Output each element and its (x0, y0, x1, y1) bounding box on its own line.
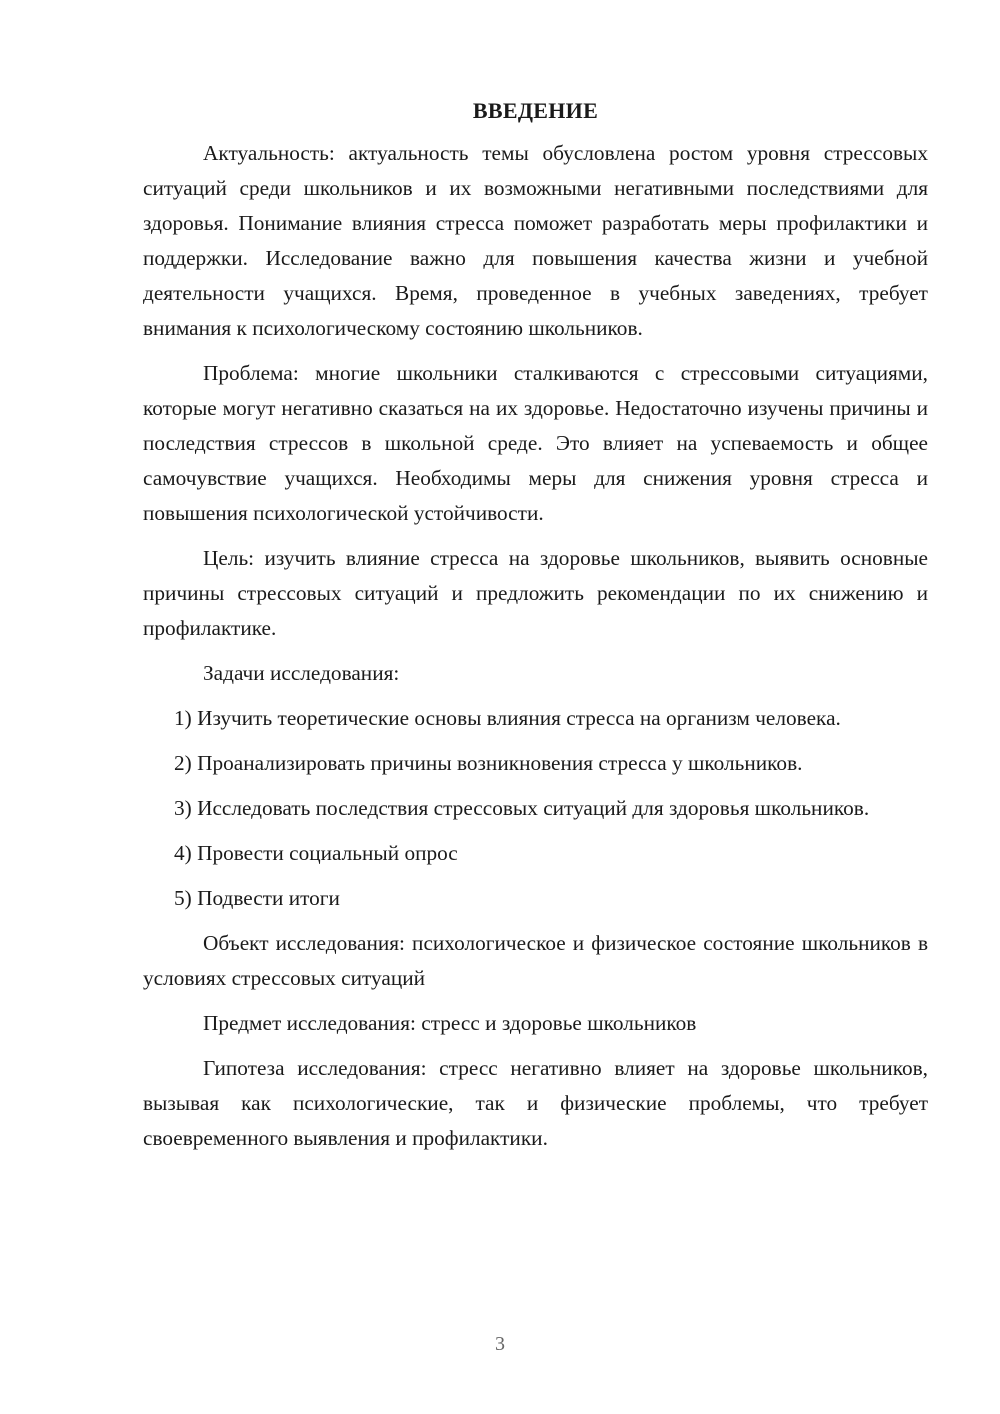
task-item-1: 1) Изучить теоретические основы влияния стресса на организм человека. (174, 706, 841, 730)
task-item-2: 2) Проанализировать причины возникновения стресса у школьников. (174, 751, 803, 775)
task-item-5: 5) Подвести итоги (174, 886, 340, 910)
task-item-3: 3) Исследовать последствия стрессовых ситуаций для здоровья школьников. (174, 796, 870, 820)
page-number: 3 (495, 1333, 505, 1355)
paragraph-relevance: Актуальность: актуальность темы обусловлена ростом уровня стрессовых ситуаций среди школьников и их возможными негативными последствиями для здоровья. Понимание влияния стресса поможет разработать меры профилактики и поддержки. Исследование важно для повышения качества жизни и учебной деятельности учащихся. Время, проведенное в учебных заведениях, требует внимания к психологическому состоянию школьников. (143, 141, 928, 340)
task-item-4: 4) Провести социальный опрос (174, 841, 458, 865)
paragraph-subject: Предмет исследования: стресс и здоровье школьников (203, 1011, 697, 1035)
document-page (143, 96, 928, 1166)
paragraph-goal: Цель: изучить влияние стресса на здоровье школьников, выявить основные причины стрессовых ситуаций и предложить рекомендации по их снижению и профилактике. (143, 546, 928, 640)
tasks-heading: Задачи исследования: (203, 661, 400, 685)
paragraph-problem: Проблема: многие школьники сталкиваются с стрессовыми ситуациями, которые могут негативно сказаться на их здоровье. Недостаточно изучены причины и последствия стрессов в школьной среде. Это влияет на успеваемость и общее самочувствие учащихся. Необходимы меры для снижения уровня стресса и повышения психологической устойчивости. (143, 361, 928, 525)
section-title: ВВЕДЕНИЕ (472, 98, 599, 123)
paragraph-hypothesis: Гипотеза исследования: стресс негативно влияет на здоровье школьников, вызывая как психологические, так и физические проблемы, что требует своевременного выявления и профилактики. (143, 1056, 928, 1150)
paragraph-object: Объект исследования: психологическое и физическое состояние школьников в условиях стрессовых ситуаций (143, 931, 928, 990)
